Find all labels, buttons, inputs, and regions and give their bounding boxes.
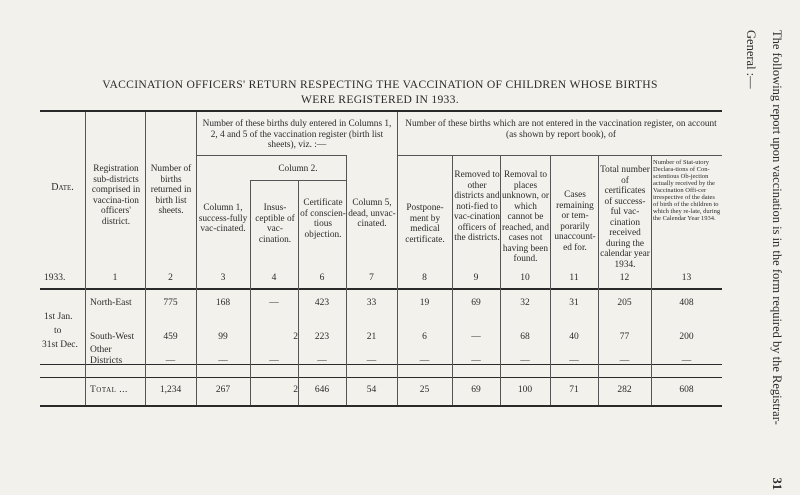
column2-rule [250,180,346,181]
table-cell: — [471,356,481,366]
side-text-line-2: General :— [744,30,758,89]
header-group-entered: Number of these births duly entered in Columns 1, 2, 4 and 5 of the vaccination register (birth list sheets), viz. :— [202,119,392,150]
group-rule-entered [196,155,346,156]
table-cell: — [681,356,692,366]
date-from: 1st Jan. [44,312,73,322]
table-cell: 31 [569,298,579,308]
total-top-rule-2 [40,377,722,378]
table-cell: 459 [163,332,178,342]
table-cell: — [317,356,327,366]
table-cell: — [165,356,176,366]
header-date: Date. [51,182,74,193]
total-cell: 267 [215,385,231,395]
table-cell: 408 [679,298,694,308]
header-statutory-declarations: Number of Stat-utory Declara-tions of Con-scientious Ob-jection actually received by the Vaccination Offi-cer irrespective of the dates of birth of the children to which they re-late, during the Calendar Year 1934. [653,159,721,222]
district-label: Other Districts [90,345,123,366]
col-number: 1933. [44,273,66,283]
table-cell: 33 [366,298,377,308]
total-cell: 1,234 [159,385,182,395]
total-cell: 25 [419,385,430,395]
header-total-certificates: Total number of certificates of success-ful vac-cination received during the calendar year 1934. [600,165,650,270]
table-cell: 21 [366,332,377,342]
col-number: 12 [619,273,630,283]
table-cell: — [471,332,481,342]
header-col5: Column 5, dead, unvac-cinated. [348,198,396,229]
col-number: 6 [319,273,325,283]
table-title-line-1: VACCINATION OFFICERS' RETURN RESPECTING THE VACCINATION OF CHILDREN WHOSE BIRTHS [102,78,658,91]
col-divider [250,180,251,405]
table-cell: 77 [619,332,630,342]
table-cell: 423 [314,298,330,308]
table-cell: 2 [293,332,298,342]
col-number: 8 [422,273,427,283]
top-rule [40,110,722,112]
table-cell: 32 [520,298,530,308]
total-cell: 69 [471,385,481,395]
table-cell: — [269,298,279,308]
total-label: Total ... [90,385,128,395]
table-cell: — [419,356,430,366]
total-cell: 608 [679,385,694,395]
table-cell: 200 [679,332,694,342]
group-rule-not-entered [397,155,722,156]
col-number: 4 [271,273,277,283]
header-insusceptible: Insus-ceptible of vac-cination. [255,203,295,245]
total-cell: 100 [517,385,533,395]
table-cell: 205 [617,298,632,308]
side-text-line-1: The following report upon vaccination is in the form required by the Registrar- [770,30,784,425]
table-cell: 68 [520,332,530,342]
side-running-text [730,30,790,490]
date-end: 31st Dec. [42,340,78,350]
col-number: 3 [220,273,226,283]
table-cell: 775 [163,298,178,308]
total-cell: 54 [366,385,377,395]
total-cell: 71 [569,385,579,395]
col-number: 1 [112,273,118,283]
table-cell: — [366,356,377,366]
table-title-line-2: WERE REGISTERED IN 1933. [301,93,459,106]
header-removed-other: Removed to other districts and noti-fied to vac-cination officers of the districts. [454,170,500,243]
page-number: 31 [770,477,784,490]
header-registration: Registration sub-districts comprised in vaccina-tion officers' district. [91,164,141,227]
table-cell: — [520,356,530,366]
header-group-not-entered: Number of these births which are not entered in the vaccination register, on account (as shown by report book), of [405,119,717,140]
total-cell: 2 [293,385,298,395]
table-cell: — [569,356,579,366]
col-divider [85,112,86,405]
table-cell: 6 [422,332,427,342]
header-postponement: Postpone-ment by medical certificate. [405,203,445,245]
col-number: 10 [520,273,530,283]
header-remaining: Cases remaining or tem-porarily unaccount-ed for. [554,190,596,253]
table-cell: 40 [569,332,579,342]
table-cell: 99 [218,332,228,342]
col-number: 13 [681,273,692,283]
table-cell: — [218,356,228,366]
header-removal-unknown: Removal to places unknown, or which cannot be reached, and cases not having been found. [502,170,549,264]
header-col1: Column 1, success-fully vac-cinated. [198,203,248,234]
header-certificate: Certificate of conscien-tious objection. [300,198,346,240]
col-number: 9 [473,273,479,283]
district-label: North-East [90,298,132,308]
table-cell: 168 [215,298,231,308]
bottom-rule [40,405,722,407]
col-number: 11 [569,273,579,283]
col-divider [298,180,299,405]
table-cell: 19 [419,298,430,308]
district-label: South-West [90,332,135,342]
total-cell: 646 [314,385,330,395]
total-cell: 282 [617,385,632,395]
table-cell: — [619,356,630,366]
table-cell: 69 [471,298,481,308]
table-cell: — [269,356,279,366]
header-bottom-rule [40,288,722,290]
header-births: Number of births returned in birth list sheets. [150,164,192,216]
header-col2: Column 2. [278,164,318,174]
table-cell: 223 [314,332,330,342]
col-number: 2 [168,273,173,283]
date-to: to [54,326,62,336]
col-number: 7 [369,273,374,283]
